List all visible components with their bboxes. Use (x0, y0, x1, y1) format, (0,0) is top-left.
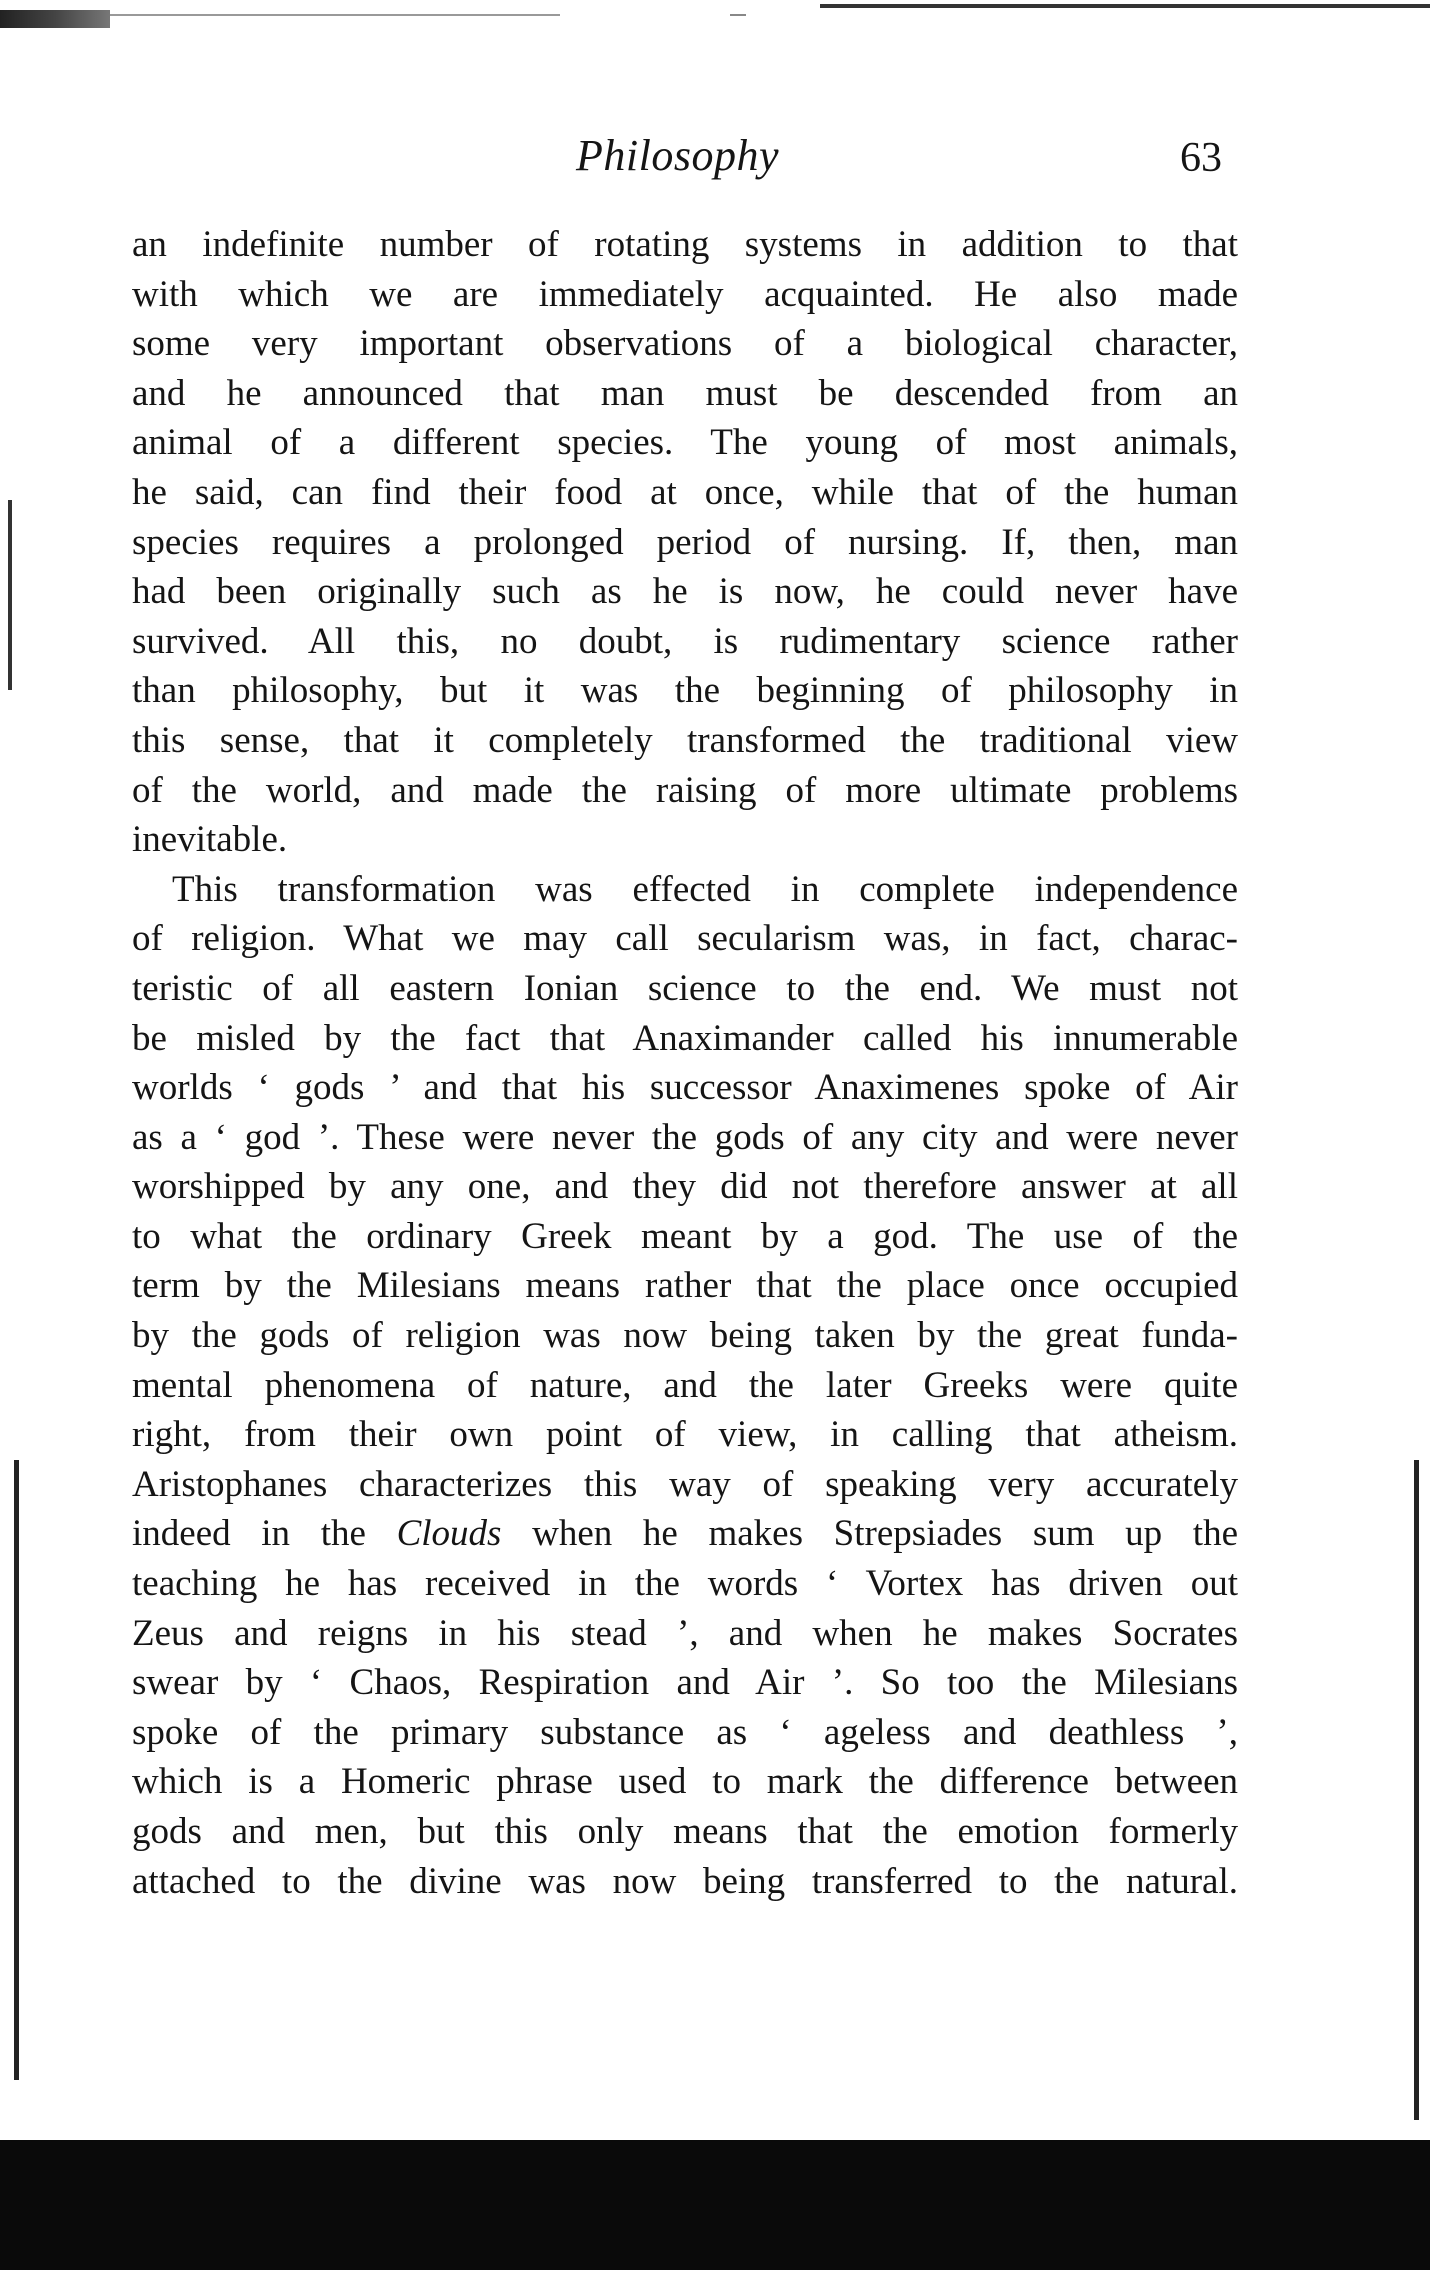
text-line: teaching he has received in the words ‘ Vortex has driven out (132, 1563, 1238, 1605)
text-line: be misled by the fact that Anaximander called his innumerable (132, 1017, 1238, 1059)
text-line: Aristophanes characterizes this way of speaking very accurately (132, 1463, 1238, 1505)
text-line: teristic of all eastern Ionian science to the end. We must not (132, 967, 1238, 1009)
text-line: worshipped by any one, and they did not therefore answer at all (132, 1166, 1238, 1208)
text-line: of religion. What we may call secularism was, in fact, charac- (132, 918, 1238, 960)
body-text (132, 220, 1238, 1906)
text-line: Zeus and reigns in his stead ’, and when he makes Socrates (132, 1612, 1238, 1654)
text-line: which is a Homeric phrase used to mark the difference between (132, 1761, 1238, 1803)
scan-artifact-top-left (0, 10, 110, 28)
scan-artifact-rule (820, 4, 1430, 8)
text-line: term by the Milesians means rather that the place once occupied (132, 1265, 1238, 1307)
text-line: species requires a prolonged period of nursing. If, then, man (132, 521, 1238, 563)
scan-artifact-rule (730, 14, 746, 16)
text-line: of the world, and made the raising of more ultimate problems (132, 769, 1238, 811)
text-line: attached to the divine was now being transferred to the natural. (132, 1860, 1238, 1902)
text-line: to what the ordinary Greek meant by a god. The use of the (132, 1215, 1238, 1257)
scan-artifact-left-edge (8, 500, 12, 690)
text-segment: indeed in the (132, 1513, 366, 1555)
text-line: animal of a different species. The young of most animals, (132, 422, 1238, 464)
text-line: had been originally such as he is now, he could never have (132, 571, 1238, 613)
scan-artifact-right-edge (1414, 1460, 1419, 2120)
text-line: mental phenomena of nature, and the later Greeks were quite (132, 1364, 1238, 1406)
text-line: worlds ‘ gods ’ and that his successor Anaximenes spoke of Air (132, 1067, 1238, 1109)
page-number: 63 (1180, 135, 1222, 181)
text-line: an indefinite number of rotating systems in addition to that (132, 224, 1238, 265)
paragraph-end-line: inevitable. (132, 819, 288, 861)
paragraph-first-line: This transformation was effected in complete independence (172, 868, 1238, 910)
text-line: and he announced that man must be descended from an (132, 372, 1238, 414)
scan-artifact-left-edge (14, 1460, 19, 2080)
text-segment: when he makes Strepsiades sum up the (532, 1513, 1239, 1555)
text-line: right, from their own point of view, in calling that atheism. (132, 1414, 1238, 1456)
running-head-title: Philosophy (576, 131, 779, 180)
text-line: he said, can find their food at once, while that of the human (132, 471, 1238, 513)
text-line: by the gods of religion was now being taken by the great funda- (132, 1315, 1238, 1357)
text-line: spoke of the primary substance as ‘ ageless and deathless ’, (132, 1711, 1238, 1753)
text-line: this sense, that it completely transformed the traditional view (132, 719, 1238, 761)
text-line: some very important observations of a biological character, (132, 323, 1238, 365)
text-line: swear by ‘ Chaos, Respiration and Air ’. So too the Milesians (132, 1662, 1238, 1704)
text-line: than philosophy, but it was the beginning of philosophy in (132, 670, 1238, 712)
text-line: survived. All this, no doubt, is rudimentary science rather (132, 620, 1238, 662)
scan-artifact-bottom-band (0, 2140, 1430, 2270)
work-title-clouds: Clouds (396, 1513, 502, 1555)
text-line: as a ‘ god ’. These were never the gods of any city and were never (132, 1116, 1238, 1158)
text-line: gods and men, but this only means that the emotion formerly (132, 1811, 1238, 1852)
text-line: with which we are immediately acquainted. He also made (132, 273, 1238, 315)
text-line (132, 1509, 1238, 1559)
scan-artifact-rule (110, 14, 560, 16)
